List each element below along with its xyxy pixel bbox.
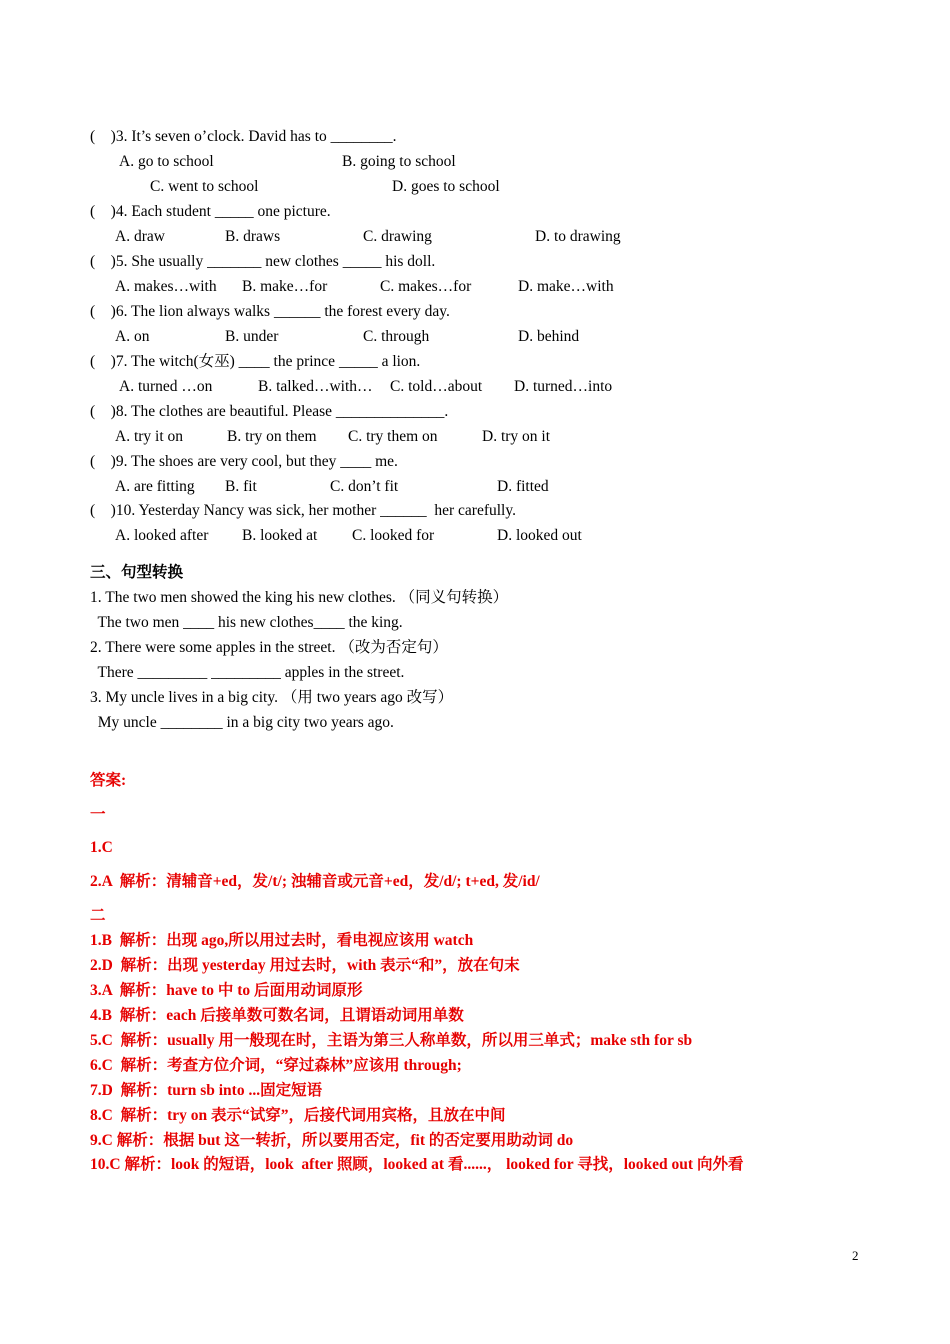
q3-option-a: A. go to school: [119, 153, 214, 170]
q8-option-b: B. try on them: [227, 428, 317, 445]
q4-stem: ( )4. Each student _____ one picture.: [90, 203, 331, 220]
q10-option-b: B. looked at: [242, 527, 318, 544]
q9-option-b: B. fit: [225, 478, 257, 495]
section3-line-4: There _________ _________ apples in the street.: [90, 664, 405, 681]
q7-option-d: D. turned…into: [514, 378, 613, 395]
q5-option-d: D. make…with: [518, 278, 614, 295]
page-number: 2: [852, 1248, 859, 1263]
q9-option-d: D. fitted: [497, 478, 549, 495]
q4-option-c: C. drawing: [363, 228, 432, 245]
q6-stem: ( )6. The lion always walks ______ the forest every day.: [90, 303, 450, 320]
q10-option-c: C. looked for: [352, 527, 435, 544]
q9-option-c: C. don’t fit: [330, 478, 399, 495]
answers-part2-label: 二: [90, 907, 106, 924]
q6-option-a: A. on: [115, 328, 150, 345]
q6-option-b: B. under: [225, 328, 279, 345]
q3-option-d: D. goes to school: [392, 178, 500, 195]
q5-option-b: B. make…for: [242, 278, 328, 295]
q10-option-d: D. looked out: [497, 527, 582, 544]
answer-part2-7: 7.D 解析：turn sb into ...固定短语: [90, 1082, 323, 1099]
section3-line-5: 3. My uncle lives in a big city. （用 two years ago 改写）: [90, 689, 454, 706]
answers-title: 答案:: [90, 772, 127, 789]
q6-option-c: C. through: [363, 328, 430, 345]
answer-part2-9: 9.C 解析：根据 but 这一转折，所以要用否定，fit 的否定要用助动词 do: [90, 1132, 574, 1149]
q7-option-a: A. turned …on: [119, 378, 213, 395]
q3-option-c: C. went to school: [150, 178, 259, 195]
answer-part2-1: 1.B 解析：出现 ago,所以用过去时，看电视应该用 watch: [90, 932, 474, 949]
answer-part1-2: 2.A 解析：清辅音+ed，发/t/; 浊辅音或元音+ed，发/d/; t+ed, 发/id/: [90, 873, 540, 890]
q5-option-a: A. makes…with: [115, 278, 217, 295]
section3-line-3: 2. There were some apples in the street. （改为否定句）: [90, 639, 448, 656]
q8-stem: ( )8. The clothes are beautiful. Please ______________.: [90, 403, 449, 420]
q9-stem: ( )9. The shoes are very cool, but they ____ me.: [90, 453, 398, 470]
q10-stem: ( )10. Yesterday Nancy was sick, her mother ______ her carefully.: [90, 502, 516, 519]
answer-part2-10: 10.C 解析：look 的短语，look after 照顾，looked at 看......， looked for 寻找，looked out 向外看: [90, 1156, 744, 1173]
q9-option-a: A. are fitting: [115, 478, 195, 495]
answer-part2-2: 2.D 解析：出现 yesterday 用过去时，with 表示“和”，放在句末: [90, 957, 520, 974]
q4-option-b: B. draws: [225, 228, 281, 245]
answer-part2-6: 6.C 解析：考查方位介词，“穿过森林”应该用 through;: [90, 1057, 462, 1074]
q10-option-a: A. looked after: [115, 527, 209, 544]
section3-line-6: My uncle ________ in a big city two years ago.: [90, 714, 394, 731]
q8-option-d: D. try on it: [482, 428, 551, 445]
section3-line-1: 1. The two men showed the king his new clothes. （同义句转换）: [90, 589, 509, 606]
q8-option-a: A. try it on: [115, 428, 184, 445]
section3-line-2: The two men ____ his new clothes____ the king.: [90, 614, 403, 631]
q8-option-c: C. try them on: [348, 428, 438, 445]
q7-option-b: B. talked…with…: [258, 378, 373, 395]
q7-stem: ( )7. The witch(女巫) ____ the prince _____ a lion.: [90, 353, 421, 370]
answers-part1-label: 一: [90, 806, 106, 823]
answer-part2-4: 4.B 解析：each 后接单数可数名词，且谓语动词用单数: [90, 1007, 464, 1024]
q6-option-d: D. behind: [518, 328, 580, 345]
q4-option-d: D. to drawing: [535, 228, 621, 245]
section3-title: 三、句型转换: [90, 564, 184, 581]
q7-option-c: C. told…about: [390, 378, 483, 395]
q5-option-c: C. makes…for: [380, 278, 472, 295]
q3-stem: ( )3. It’s seven o’clock. David has to ________.: [90, 128, 397, 145]
answer-part2-5: 5.C 解析：usually 用一般现在时，主语为第三人称单数，所以用三单式；make sth for sb: [90, 1032, 693, 1049]
q4-option-a: A. draw: [115, 228, 165, 245]
answer-part2-8: 8.C 解析：try on 表示“试穿”，后接代词用宾格，且放在中间: [90, 1107, 506, 1124]
answer-part1-1: 1.C: [90, 839, 113, 856]
q5-stem: ( )5. She usually _______ new clothes _____ his doll.: [90, 253, 436, 270]
answer-part2-3: 3.A 解析：have to 中 to 后面用动词原形: [90, 982, 363, 999]
q3-option-b: B. going to school: [342, 153, 456, 170]
